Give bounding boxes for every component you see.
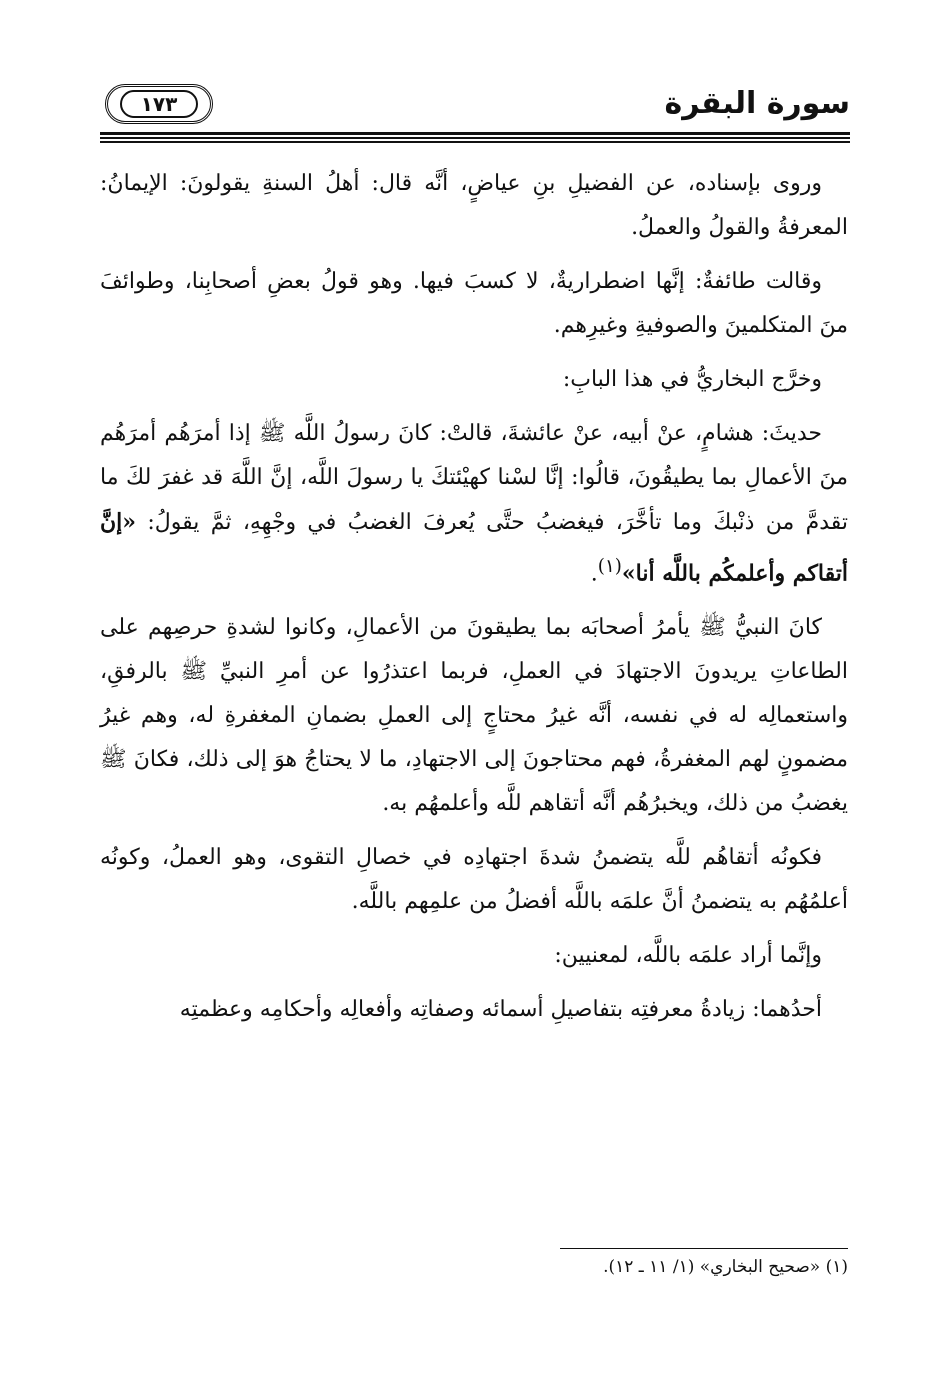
- main-text: [100, 162, 848, 1042]
- page-number: ١٧٣: [120, 90, 198, 118]
- header-divider: [100, 132, 850, 146]
- paragraph-5: كانَ النبيُّ ﷺ يأمرُ أصحابَه بما يطيقونَ من الأعمالِ، وكانوا لشدةِ حرصِهم على الطاعاتِ يريدونَ الاجتهادَ في العملِ، فربما اعتذرُوا عن أمرِ النبيِّ ﷺ بالرفقِ، واستعمالِه له في نفسه، أنَّه غيرُ محتاجٍ إلى العملِ بضمانِ المغفرةِ له، وهم غيرُ مضمونٍ لهم المغفرةُ، فهم محتاجونَ إلى الاجتهادِ، ما لا يحتاجُ هوَ إلى ذلك، فكانَ ﷺ يغضبُ من ذلك، ويخبرُهُم أنَّه أتقاهم للَّه وأعلمهُم به.: [100, 615, 848, 817]
- surah-title: سورة البقرة: [664, 86, 850, 121]
- footnote-ref: (١): [597, 556, 622, 577]
- footnote: (١) «صحيح البخاري» (١/ ١١ ـ ١٢).: [603, 1257, 848, 1277]
- paragraph-7: وإنَّما أراد علمَه باللَّه، لمعنيين:: [554, 943, 822, 969]
- paragraph-4: حديثَ: هشامٍ، عنْ أبيه، عنْ عائشةَ، قالتْ: كانَ رسولُ اللَّه ﷺ إذا أمرَهُم أمرَهُم منَ الأعمالِ بما يطيقُونَ، قالُوا: إنَّا لسْنا كهيْئتكَ يا رسولَ اللَّه، إنَّ اللَّهَ قد غفرَ لكَ ما تقدمَّ من ذنْبكَ وما تأخَّرَ، فيغضبُ حتَّى يُعرفَ الغضبُ في وجْهِهِ، ثمَّ يقولُ: «إنَّ أتقاكم وأعلمكُم باللَّه أنا»$^{(١)}$.: [100, 421, 848, 587]
- page-number-badge: [105, 84, 213, 124]
- page-header: [100, 80, 850, 130]
- paragraph-1: وروى بإسناده، عن الفضيلِ بنِ عياضٍ، أنَّه قال: أهلُ السنةِ يقولونَ: الإيمانُ: المعرفةُ والقولُ والعملُ.: [100, 171, 848, 240]
- paragraph-3: وخرَّج البخاريُّ في هذا البابِ:: [562, 367, 822, 392]
- paragraph-6: فكونُه أتقاهُم للَّه يتضمنُ شدةَ اجتهادِه في خصالِ التقوى، وهو العملُ، وكونُه أعلمُهُم به يتضمنُ أنَّ علمَه باللَّه أفضلُ من علمِهم باللَّه.: [100, 845, 848, 915]
- hadith-quote: «إنَّ أتقاكم وأعلمكُم باللَّه أنا»: [100, 509, 848, 587]
- hadith-text: حديثَ: هشامٍ، عنْ أبيه، عنْ عائشةَ، قالتْ: كانَ رسولُ اللَّه ﷺ إذا أمرَهُم أمرَهُم منَ الأعمالِ بما يطيقُونَ، قالُوا: إنَّا لسْنا كهيْئتكَ يا رسولَ اللَّه، إنَّ اللَّهَ قد غفرَ لكَ ما تقدمَّ من ذنْبكَ وما تأخَّرَ، فيغضبُ حتَّى يُعرفَ الغضبُ في وجْهِهِ، ثمَّ يقولُ:: [100, 421, 848, 535]
- footnote-divider: [560, 1248, 848, 1249]
- paragraph-2: وقالت طائفةٌ: إنَّها اضطراريةٌ، لا كسبَ فيها. وهو قولُ بعضِ أصحابِنا، وطوائفَ منَ المتكلمينَ والصوفيةِ وغيرِهم.: [100, 269, 848, 338]
- paragraph-8: أحدُهما: زيادةُ معرفتِه بتفاصيلِ أسمائه وصفاتِه وأفعالِه وأحكامِه وعظمتِه: [179, 997, 822, 1023]
